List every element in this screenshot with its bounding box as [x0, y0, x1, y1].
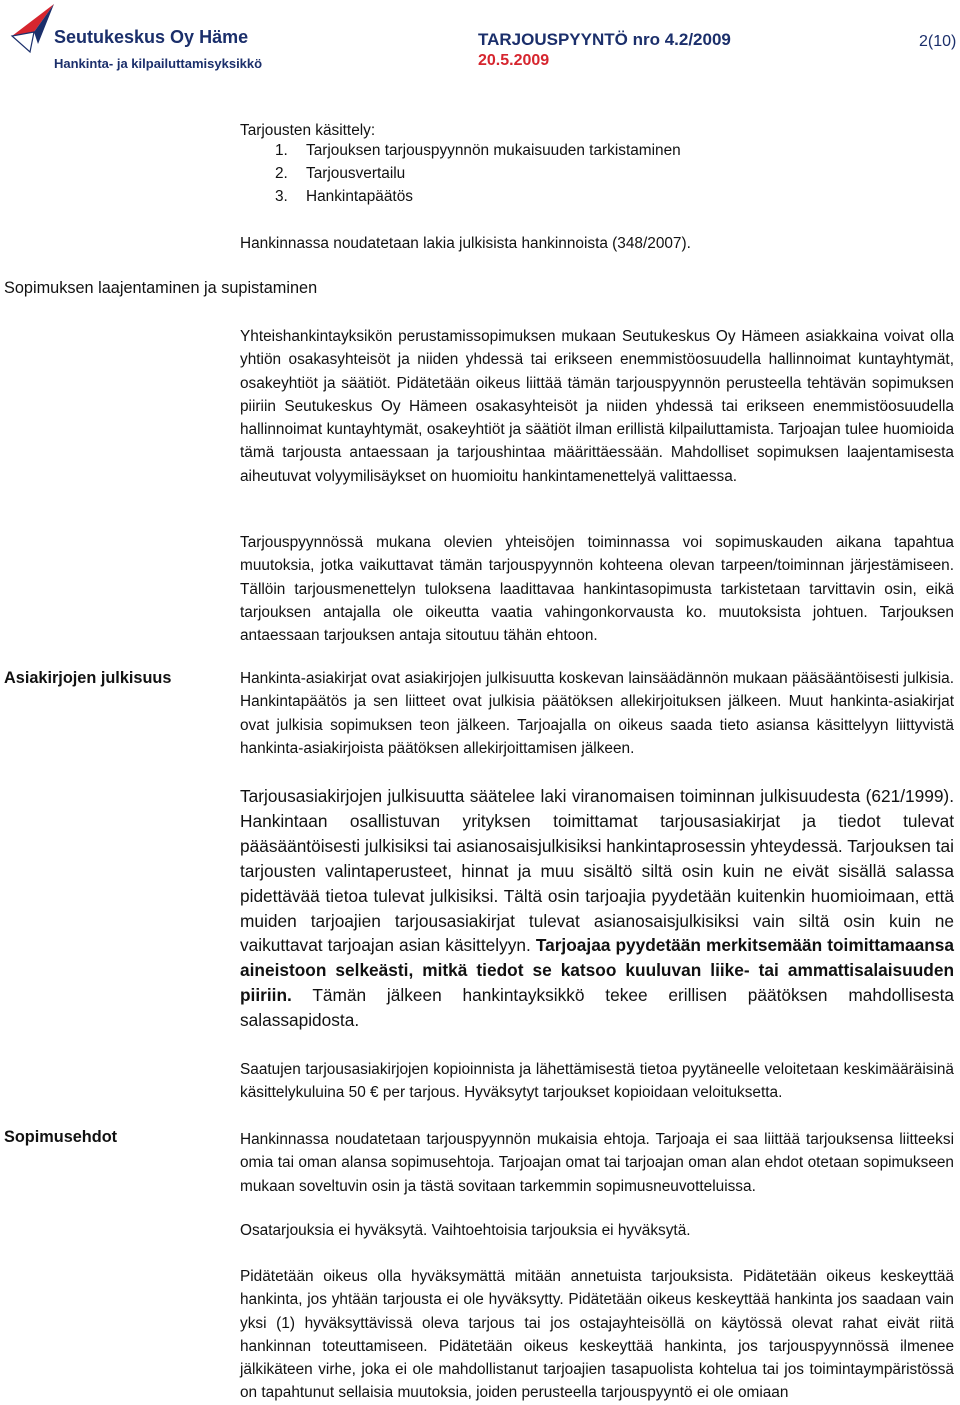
list-item: Tarjousvertailu — [306, 165, 406, 182]
list-item: Hankintapäätös — [306, 188, 413, 205]
paragraph-text: Tarjousasiakirjojen julkisuutta säätelee laki viranomaisen toiminnan julkisuudesta (621/1999). Hankintaan osallistuvan yrityksen toimittamat tarjousasiakirjat ja tiedot tulevat pääsääntöisesti julkisiksi tai asianosaisjulkisiksi hankintaprosessin yhteydessä. Tarjouksen tai tarjousten valintaperusteet, hinnat ja muu sisältö siltä osin kuin ne eivät sisällä salassa pidettävää tietoa tulevat julkisiksi. Tältä osin tarjoajia pyydetään kuitenkin huomioimaan, että muiden tarjoajien tarjousasiakirjat tulevat asianosaisjulkisiksi vain siltä osin kuin ne vaikuttavat tarjoajan asian käsittelyyn. — [240, 786, 954, 956]
section-label-contract-extension: Sopimuksen laajentaminen ja supistaminen — [4, 279, 318, 297]
list-number: 2. — [275, 165, 288, 182]
paragraph-tender-publicity — [240, 784, 954, 1033]
organization-name: Seutukeskus Oy Häme — [54, 27, 249, 47]
list-item: Tarjouksen tarjouspyynnön mukaisuuden tarkistaminen — [306, 142, 681, 159]
paragraph-emphasis: Tarjoajaa pyydetään merkitsemään toimittamaansa aineistoon selkeästi, mitkä tiedot se katsoo kuuluvan liike- tai ammattisalaisuuden piiriin. — [240, 935, 955, 1006]
paragraph-contract-extension: Yhteishankintayksikön perustamissopimuksen mukaan Seutukeskus Oy Hämeen asiakkaina voivat olla yhtiön osakasyhteisöt ja niiden yhdessä tai erikseen enemmistöosuudella hallinnoimat kuntayhtymät, osakeyhtiöt ja säätiöt. Pidätetään oikeus liittää tämän tarjouspyynnön perusteella tehtävän sopimuksen piiriin Seutukeskus Oy Hämeen osakasyhteisöt ja niiden yhdessä tai erikseen enemmistöosuudella hallinnoimat kuntayhtymät, osakeyhtiöt ja säätiöt ilman erillistä kilpailuttamista. Tarjoajan tulee huomioida tämä tarjousta antaessaan ja tarjoushintaa määrittäessään. Mahdolliset sopimuksen laajentamisesta aiheutuvat volyymilisäykset on huomioitu hankintamenettelyä valittaessa. — [240, 328, 954, 485]
section-label-contract-terms: Sopimusehdot — [4, 1128, 118, 1146]
law-note: Hankinnassa noudatetaan lakia julkisista hankinnoista (348/2007). — [240, 235, 691, 252]
paragraph-text: Tämän jälkeen hankintayksikkö tekee erillisen päätöksen mahdollisesta salassapidosta. — [240, 985, 954, 1031]
organization-unit: Hankinta- ja kilpailuttamisyksikkö — [54, 56, 263, 71]
document-date: 20.5.2009 — [478, 52, 550, 69]
paragraph-partial-offers: Osatarjouksia ei hyväksytä. Vaihtoehtoisia tarjouksia ei hyväksytä. — [240, 1222, 691, 1239]
paragraph-document-publicity: Hankinta-asiakirjat ovat asiakirjojen julkisuutta koskevan lainsäädännön mukaan pääsääntöisesti julkisia. Hankintapäätös ja sen liitteet ovat julkisia päätöksen allekirjoituksen jälkeen. Muut hankinta-asiakirjat ovat julkisia sopimuksen teon jälkeen. Tarjoajalla on oikeus saada tieto asiansa käsittelyyn liittyvistä hankinta-asiakirjoista päätöksen allekirjoittamisen jälkeen. — [240, 670, 954, 757]
list-number: 1. — [275, 142, 288, 159]
company-logo — [8, 2, 56, 54]
section-label-document-publicity: Asiakirjojen julkisuus — [4, 669, 172, 687]
document-title: TARJOUSPYYNTÖ nro 4.2/2009 — [478, 30, 731, 49]
paragraph-contract-terms: Hankinnassa noudatetaan tarjouspyynnön mukaisia ehtoja. Tarjoaja ei saa liittää tarjouksensa liitteeksi omia tai oman alansa sopimusehtoja. Tarjoajan omat tai tarjoajan oman alan ehdot otetaan sopimukseen mukaan soveltuvin osin ja tästä sovitaan tarkemmin sopimusneuvotteluissa. — [240, 1131, 954, 1195]
paragraph-contract-changes: Tarjouspyynnössä mukana olevien yhteisöjen toiminnassa voi sopimuskauden aikana tapahtua muutoksia, jotka vaikuttavat tämän tarjouspyynnön kohteena olevan tarpeen/toiminnan järjestämiseen. Tällöin tarjousmenettelyn tuloksena laadittavaa hankintasopimusta tarkistetaan tarvittavin osin, eikä tarjouksen antajalla ole oikeutta vaatia vahingonkorvausta ko. muutoksista johtuen. Tarjouksen antaessaan tarjouksen antaja sitoutuu tähän ehtoon. — [240, 534, 954, 645]
processing-heading: Tarjousten käsittely: — [240, 122, 376, 139]
page-number: 2(10) — [919, 33, 957, 50]
paragraph-copying-fees: Saatujen tarjousasiakirjojen kopioinnista ja lähettämisestä tietoa pyytäneelle veloitetaan keskimääräisinä käsittelykuluina 50 € per tarjous. Hyväksytyt tarjoukset kopioidaan veloituksetta. — [240, 1061, 954, 1102]
list-number: 3. — [275, 188, 288, 205]
paragraph-cancellation-rights: Pidätetään oikeus olla hyväksymättä mitään annetuista tarjouksista. Pidätetään oikeus keskeyttää hankinta, jos yhtään tarjousta ei ole hyväksytty. Pidätetään oikeus keskeyttää hankinta jos saadaan vain yksi (1) hyväksyttävissä oleva tarjous tai jos ostajayhteisöllä on käytössä olevat rahat eivät riitä hankinnan toteuttamiseen. Pidätetään oikeus keskeyttää hankinta, jos tarjouspyynnössä ilmenee jälkikäteen virhe, joka ei ole mahdollistanut tarjoajien tasapuolista kohtelua tai jos toimintaympäristössä on tapahtunut sellaisia muutoksia, joiden perusteella tarjouspyyntö ei ole omiaan — [240, 1268, 954, 1402]
